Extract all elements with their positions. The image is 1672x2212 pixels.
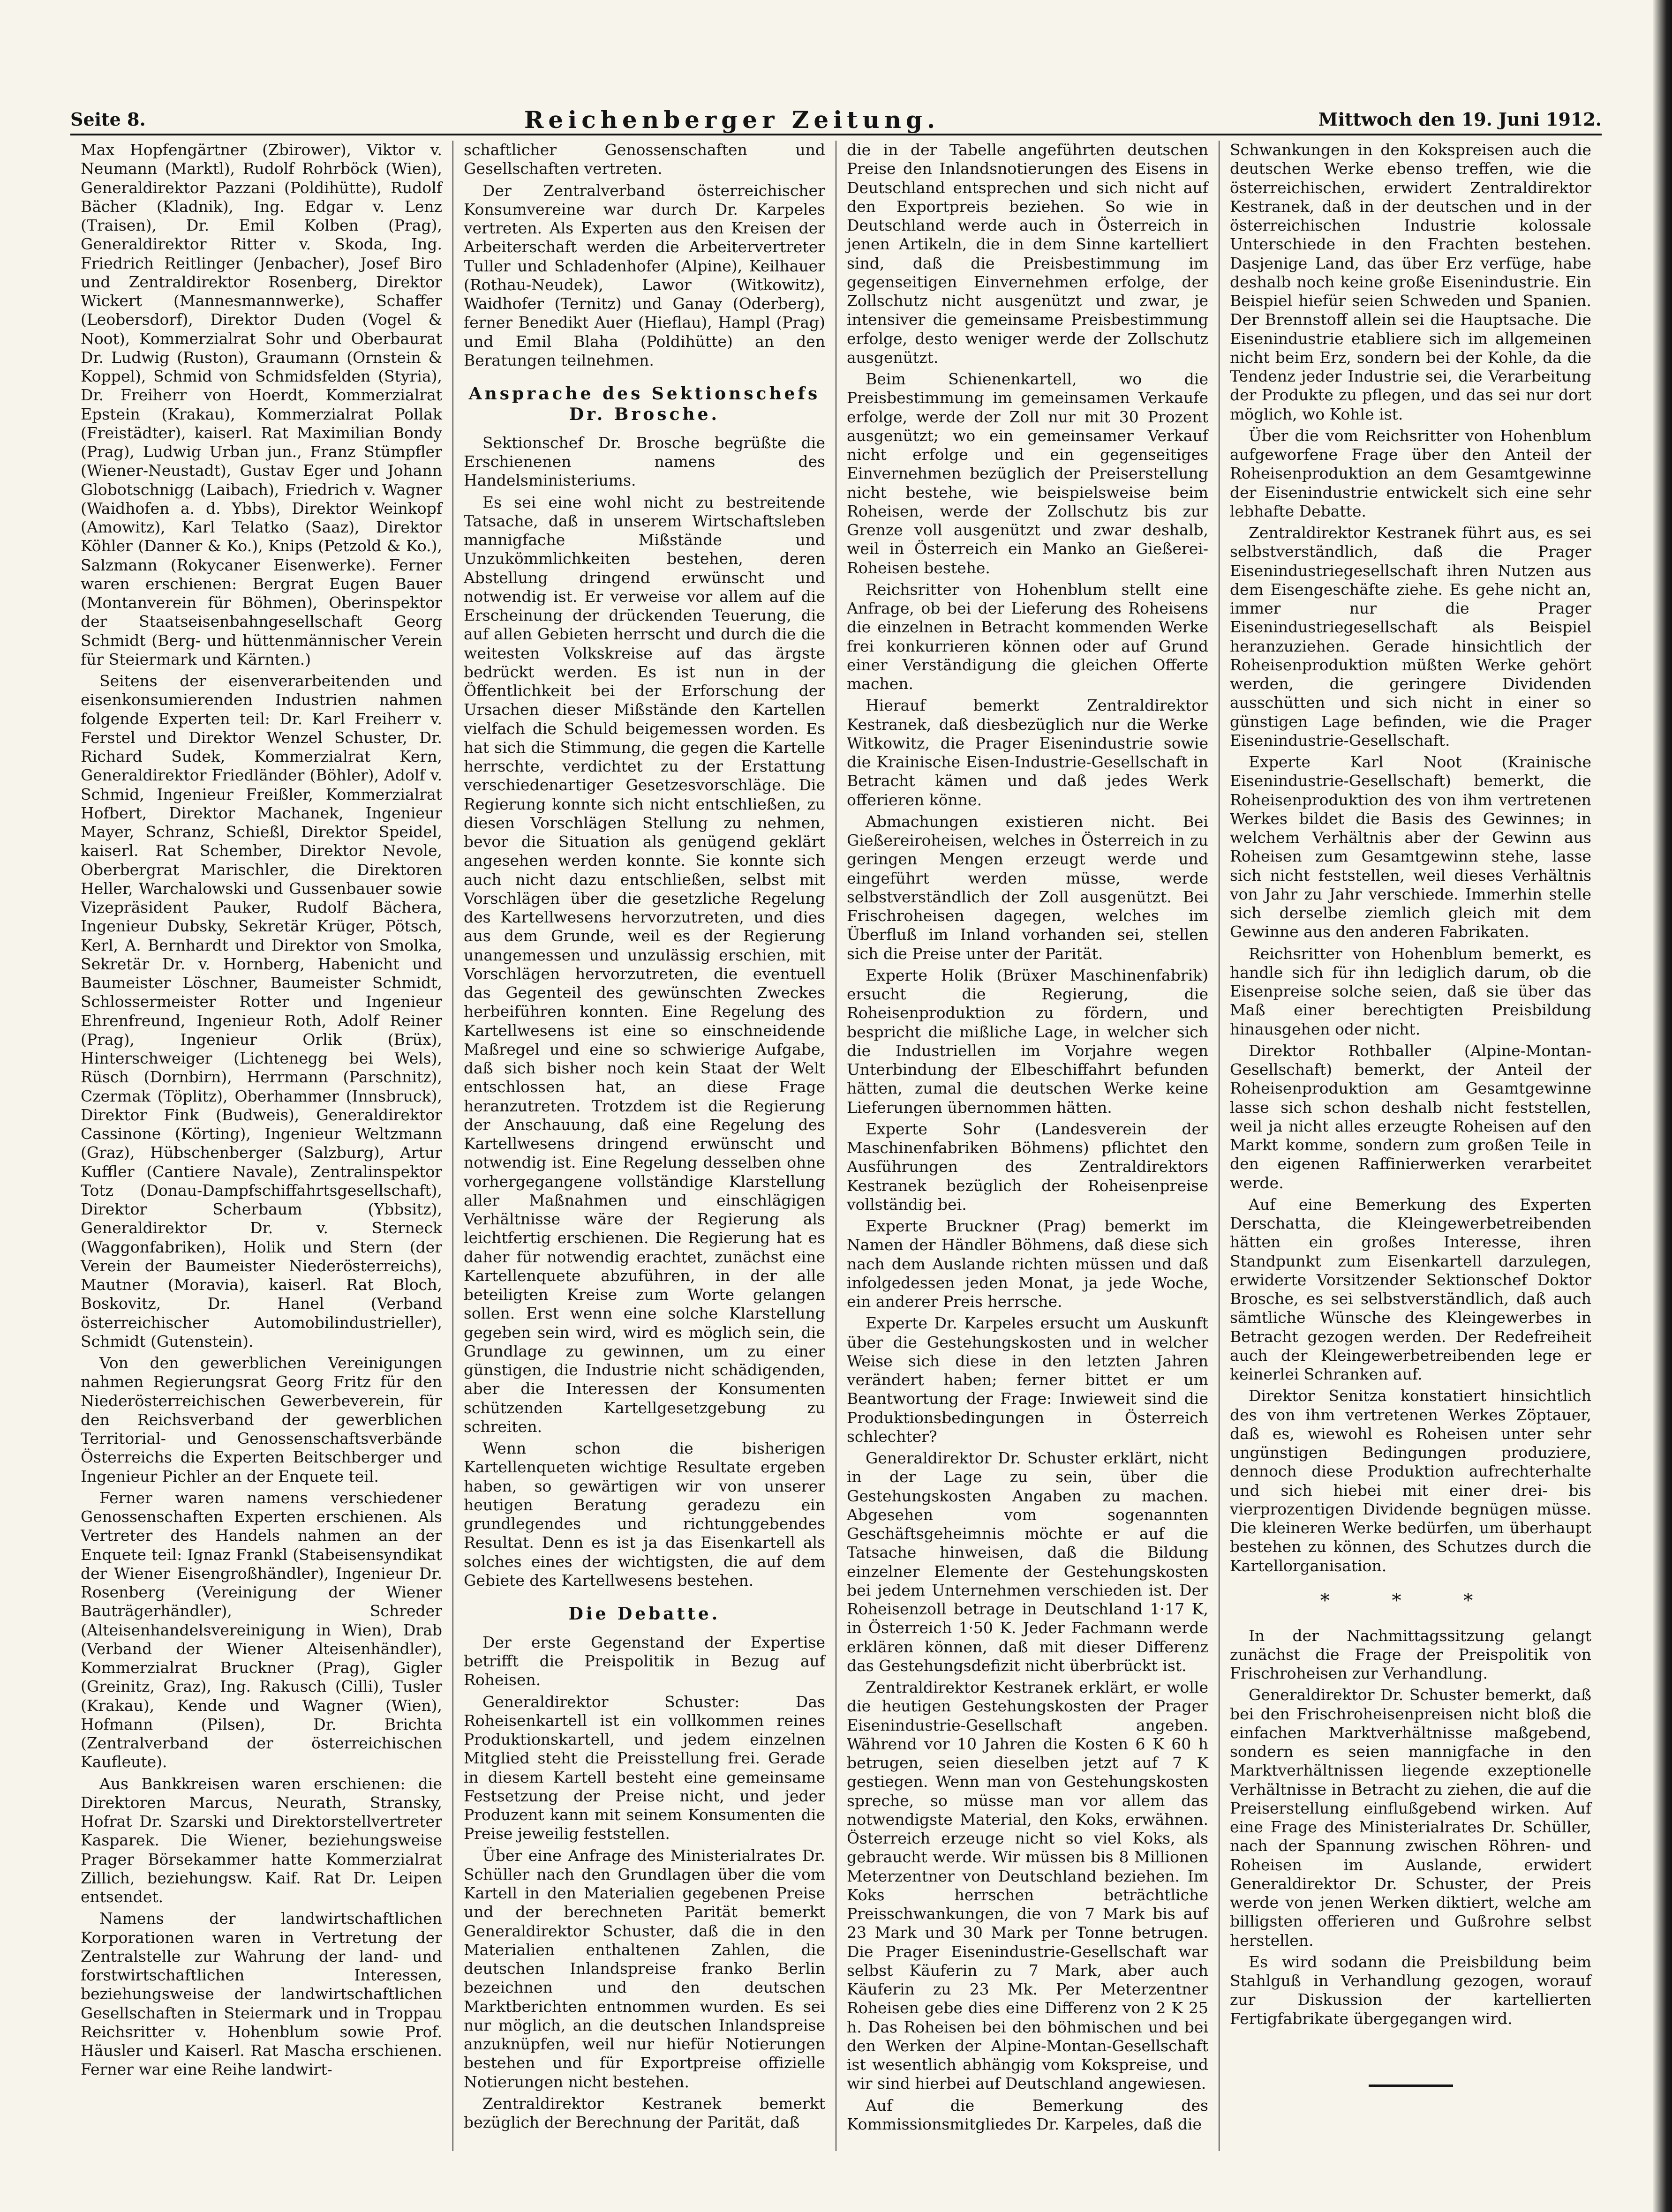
paragraph: Experte Holik (Brüxer Maschinenfabrik) ersucht die Regierung, die Roheisenproduktion zu fördern, und bespricht die mißliche Lage, in welcher sich die Industriellen im Vorjahre wegen Unterbindung der Elbeschiffahrt befunden hätten, zumal die deutschen Werke keine Lieferungen übernommen hätten. xyxy=(847,966,1208,1117)
paragraph: Es sei eine wohl nicht zu bestreitende Tatsache, daß in unserem Wirtschaftsleben mannigfache Mißstände und Unzukömmlichkeiten bestehen, deren Abstellung dringend erwünscht und notwendig ist. Er verweise vor allem auf die Erscheinung der drückenden Teuerung, die auf allen Gebieten herrscht und durch die die weitesten Volkskreise auf das ärgste bedrückt werden. Es ist nun in der Öffentlichkeit bei der Erforschung der Ursachen dieser Mißstände den Kartellen vielfach die Schuld beigemessen worden. Es hat sich die Stimmung, die gegen die Kartelle herrschte, verdichtet zu der Erstattung verschiedenartiger Gesetzesvorschläge. Die Regierung konnte sich nicht entschließen, zu diesen Vorschlägen Stellung zu nehmen, bevor die Situation als genügend geklärt angesehen werden konnte. Sie konnte sich auch nicht dazu entschließen, selbst mit Vorschlägen über die gesetzliche Regelung des Kartellwesens hervorzutreten, und dies aus dem Grunde, weil es der Regierung unangemessen und unzulässig erschien, mit Vorschlägen hervorzutreten, die eventuell das Gegenteil des gewünschten Zweckes herbeiführen konnten. Eine Regelung des Kartellwesens ist eine so einschneidende Maßregel und eine so schwierige Aufgabe, daß sich bisher noch kein Staat der Welt entschlossen hat, an diese Frage heranzutreten. Trotzdem ist die Regierung der Anschauung, daß eine Regelung des Kartellwesens dringend erwünscht und notwendig ist. Eine Regelung desselben ohne vorhergegangene vollständige Klarstellung aller Maßnahmen und einschlägigen Verhältnisse wäre der Regierung als leichtfertig erschienen. Die Regierung hat es daher für notwendig erachtet, zunächst eine Kartellenquete abzuführen, in der alle beteiligten Kreise zum Worte gelangen sollen. Erst wenn eine solche Klarstellung gegeben sein wird, wird es möglich sein, die Grundlage zu gewinnen, um zu einer günstigen, die Industrie nicht schädigenden, aber die Interessen der Konsumenten schützenden Kartellgesetzgebung zu schreiten. xyxy=(464,493,825,1436)
masthead: Reichenberger Zeitung. xyxy=(524,106,940,134)
paragraph: Zentraldirektor Kestranek erklärt, er wolle die heutigen Gestehungskosten der Prager Eisenindustrie-Gesellschaft angeben. Während vor 10 Jahren die Kosten 6 K 60 h betrugen, seien dieselben jetzt auf 7 K gestiegen. Wenn man von Gestehungskosten spreche, so müsse man vor allem das notwendigste Material, den Koks, erwähnen. Österreich erzeuge nicht so viel Koks, als gebraucht werde. Wir müssen bis 8 Millionen Meterzentner von Deutschland beziehen. Im Koks herrschen beträchtliche Preisschwankungen, die von 7 Mark bis auf 23 Mark und 30 Mark per Tonne betrugen. Die Prager Eisenindustrie-Gesellschaft war selbst Käuferin zu 7 Mark, aber auch Käuferin zu 23 Mk. Per Meterzentner Roheisen gebe dies eine Differenz von 2 K 25 h. Das Roheisen bei den böhmischen und bei den Werken der Alpine-Montan-Gesellschaft ist wesentlich abhängig vom Kokspreise, und wir sind hierbei auf Deutschland angewiesen. xyxy=(847,1678,1208,2093)
issue-date: Mittwoch den 19. Juni 1912. xyxy=(1318,109,1602,130)
column-4 xyxy=(1220,141,1602,2151)
paragraph: Seitens der eisenverarbeitenden und eisenkonsumierenden Industrien nahmen folgende Experten teil: Dr. Karl Freiherr v. Ferstel und Direktor Wenzel Schuster, Dr. Richard Sudek, Kommerzialrat Kern, Generaldirektor Friedländer (Böhler), Adolf v. Schmid, Ingenieur Freißler, Kommerzialrat Hofbert, Direktor Machanek, Ingenieur Mayer, Schranz, Schießl, Direktor Speidel, kaiserl. Rat Schember, Direktor Nevole, Oberbergrat Marischler, die Direktoren Heller, Warchalowski und Gussenbauer sowie Vizepräsident Pauker, Rudolf Bächera, Ingenieur Dubsky, Sekretär Krüger, Pötsch, Kerl, A. Bernhardt und Direktor von Smolka, Sekretär Dr. v. Hornberg, Habenicht und Baumeister Löschner, Baumeister Schmidt, Schlossermeister Rotter und Ingenieur Ehrenfreund, Ingenieur Roth, Adolf Reiner (Prag), Ingenieur Orlik (Brüx), Hinterschweiger (Lichtenegg bei Wels), Rüsch (Dornbirn), Herrmann (Parschnitz), Czermak (Töplitz), Oberhammer (Innsbruck), Direktor Fink (Budweis), Generaldirektor Cassinone (Körting), Ingenieur Weltzmann (Graz), Hübschenberger (Salzburg), Artur Kuffler (Cantiere Navale), Zentralinspektor Totz (Donau-Dampfschiffahrtsgesellschaft), Direktor Scherbaum (Ybbsitz), Generaldirektor Dr. v. Sterneck (Waggonfabriken), Holik und Stern (der Verein der Baumeister Niederösterreichs), Mautner (Moravia), kaiserl. Rat Bloch, Boskovitz, Dr. Hanel (Verband österreichischer Automobilindustrieller), Schmidt (Gutenstein). xyxy=(81,672,442,1350)
paragraph: Beim Schienenkartell, wo die Preisbestimmung im gemeinsamen Verkaufe erfolge, werde der Zoll nur mit 30 Prozent ausgenützt; wo ein gemeinsamer Verkauf nicht erfolge und ein gegenseitiges Einvernehmen bezüglich der Preiserstellung nicht bestehe, wie beispielsweise beim Roheisen, werde der Zollschutz bis zur Grenze voll ausgenützt und zwar deshalb, weil in Österreich ein Manko an Gießerei-Roheisen bestehe. xyxy=(847,370,1208,577)
paragraph: Generaldirektor Dr. Schuster erklärt, nicht in der Lage zu sein, über die Gestehungskosten Angaben zu machen. Abgesehen vom sogenannten Geschäftsgeheimnis möchte er auf die Tatsache hinweisen, daß die Bildung einzelner Elemente der Gestehungskosten bei jedem Unternehmen verschieden ist. Der Roheisenzoll betrage in Deutschland 1·17 K, in Österreich 1·50 K. Jeder Fachmann werde erklären können, daß mit dieser Differenz das Gestehungsdefizit nicht überbrückt ist. xyxy=(847,1449,1208,1675)
paragraph: Direktor Senitza konstatiert hinsichtlich des von ihm vertretenen Werkes Zöptauer, daß es, wiewohl es Roheisen unter sehr ungünstigen Bedingungen produziere, dennoch diese Produktion aufrechterhalte und sich hiebei mit einer drei- bis vierprozentigen Dividende begnügen müsse. Die kleineren Werke bedürfen, um überhaupt bestehen zu können, des Schutzes durch die Kartellorganisation. xyxy=(1230,1387,1591,1575)
paragraph: Abmachungen existieren nicht. Bei Gießereiroheisen, welches in Österreich in zu geringen Mengen erzeugt werde und eingeführt werden müsse, werde selbstverständlich der Zoll ausgenützt. Bei Frischroheisen dagegen, welches im Überfluß im Inland vorhanden sei, stellen sich die Preise unter der Parität. xyxy=(847,812,1208,963)
page-number: Seite 8. xyxy=(70,109,146,130)
column-3 xyxy=(836,141,1220,2151)
paragraph: Hierauf bemerkt Zentraldirektor Kestranek, daß diesbezüglich nur die Werke Witkowitz, die Prager Eisenindustrie sowie die Krainische Eisen-Industrie-Gesellschaft in Betracht kämen und daß jedes Werk offerieren könne. xyxy=(847,696,1208,809)
paragraph: Der erste Gegenstand der Expertise betrifft die Preispolitik in Bezug auf Roheisen. xyxy=(464,1633,825,1689)
section-heading: Die Debatte. xyxy=(568,1604,721,1624)
column-2 xyxy=(453,141,836,2151)
paragraph: Namens der landwirtschaftlichen Korporationen waren in Vertretung der Zentralstelle zur Wahrung der land- und forstwirtschaftlichen Interessen, beziehungsweise der landwirtschaftlichen Gesellschaften in Steiermark und in Troppau Reichsritter v. Hohenblum sowie Prof. Häusler und Kaiserl. Rat Mascha erschienen. Ferner war eine Reihe landwirt- xyxy=(81,1909,442,2079)
page-header xyxy=(70,96,1602,135)
paragraph: Experte Karl Noot (Krainische Eisenindustrie-Gesellschaft) bemerkt, die Roheisenproduktion des von ihm vertretenen Werkes bildet die Basis des Gewinnes; in welchem Verhältnis aber der Gewinn aus Roheisen zum Gesamtgewinn stehe, lasse sich nicht feststellen, weil dieses Verhältnis von Jahr zu Jahr verschiede. Immerhin stelle sich derselbe ziemlich gleich mit dem Gewinne aus den anderen Fabrikaten. xyxy=(1230,753,1591,941)
paragraph: Experte Sohr (Landesverein der Maschinenfabriken Böhmens) pflichtet den Ausführungen des Zentraldirektors Kestranek bezüglich der Roheisenpreise vollständig bei. xyxy=(847,1119,1208,1214)
paragraph: Zentraldirektor Kestranek führt aus, es sei selbstverständlich, daß die Prager Eisenindustriegesellschaft ihren Nutzen aus dem Eisengeschäfte ziehe. Es gehe nicht an, immer nur die Prager Eisenindustriegesellschaft als Beispiel heranzuziehen. Gerade hinsichtlich der Roheisenproduktion müßten Werke gehört werden, die geringere Dividenden ausschütten und sich nicht in einer so günstigen Lage befinden, wie die Prager Eisenindustrie-Gesellschaft. xyxy=(1230,524,1591,750)
paragraph: Auf die Bemerkung des Kommissionsmitgliedes Dr. Karpeles, daß die xyxy=(847,2096,1208,2133)
paragraph: Reichsritter von Hohenblum stellt eine Anfrage, ob bei der Lieferung des Roheisens die einzelnen in Betracht kommenden Werke frei konkurrieren können oder auf Grund einer Verständigung die gleichen Offerte machen. xyxy=(847,580,1208,693)
paragraph: Generaldirektor Schuster: Das Roheisenkartell ist ein vollkommen reines Produktionskartell, und jedem einzelnen Mitglied steht die Preisstellung frei. Gerade in diesem Kartell besteht eine gemeinsame Festsetzung der Preise nicht, und jeder Produzent kann mit seinem Konsumenten die Preise jeweilig feststellen. xyxy=(464,1692,825,1843)
paragraph: Über eine Anfrage des Ministerialrates Dr. Schüller nach den Grundlagen über die vom Kartell in den Materialien gegebenen Preise und der berechneten Parität bemerkt Generaldirektor Schuster, daß die in den Materialien enthaltenen Zahlen, die deutschen Inlandspreise franko Berlin bezeichnen und den deutschen Marktberichten entnommen wurden. Es sei nur möglich, an die deutschen Inlandspreise anzuknüpfen, weil nur hiefür Notierungen bestehen und für Exportpreise offizielle Notierungen nicht bestehen. xyxy=(464,1846,825,2091)
section-heading: Ansprache des Sektionschefs Dr. Brosche. xyxy=(468,384,821,424)
paragraph: Wenn schon die bisherigen Kartellenqueten wichtige Resultate ergeben haben, so gewärtigen wir von unserer heutigen Beratung geradezu ein grundlegendes und richtunggebendes Resultat. Denn es ist ja das Eisenkartell als solches eines der wichtigsten, die auf dem Gebiete des Kartellwesens bestehen. xyxy=(464,1439,825,1590)
paragraph: Der Zentralverband österreichischer Konsumvereine war durch Dr. Karpeles vertreten. Als Experten aus den Kreisen der Arbeiterschaft werden die Arbeitervertreter Tuller und Schladenhofer (Alpine), Keilhauer (Rothau-Neudek), Lawor (Witkowitz), Waidhofer (Ternitz) und Ganay (Oderberg), ferner Benedikt Auer (Hieflau), Hampl (Prag) und Emil Blaha (Poldihütte) an den Beratungen teilnehmen. xyxy=(464,181,825,369)
paragraph: Es wird sodann die Preisbildung beim Stahlguß in Verhandlung gezogen, worauf zur Diskussion der kartellierten Fertigfabrikate übergegangen wird. xyxy=(1230,1952,1591,2028)
paragraph: Generaldirektor Dr. Schuster bemerkt, daß bei den Frischroheisenpreisen nicht bloß die einfachen Marktverhältnisse maßgebend, sondern es seien mannigfache in den Marktverhältnissen liegende exzeptionelle Verhältnisse in Betracht zu ziehen, die auf die Preiserstellung einflußgebend wirken. Auf eine Frage des Ministerialrates Dr. Schüller, nach der Spannung zwischen Röhren- und Roheisen im Auslande, erwidert Generaldirektor Dr. Schuster, der Preis werde von jenen Werken diktiert, welche am billigsten offerieren und Gußrohre selbst herstellen. xyxy=(1230,1686,1591,1950)
paragraph: Aus Bankkreisen waren erschienen: die Direktoren Marcus, Neurath, Stransky, Hofrat Dr. Szarski und Direktorstellvertreter Kasparek. Die Wiener, beziehungsweise Prager Börsekammer hatte Kommerzialrat Zillich, beziehungsw. Kaif. Rat Dr. Leipen entsendet. xyxy=(81,1774,442,1906)
paragraph: Über die vom Reichsritter von Hohenblum aufgeworfene Frage über den Anteil der Roheisenproduktion an dem Gesamtgewinne der Eisenindustrie entwickelt sich eine sehr lebhafte Debatte. xyxy=(1230,426,1591,520)
text-columns xyxy=(70,141,1602,2151)
paragraph: In der Nachmittagssitzung gelangt zunächst die Frage der Preispolitik von Frischroheisen zur Verhandlung. xyxy=(1230,1626,1591,1683)
paragraph: schaftlicher Genossenschaften und Gesellschaften vertreten. xyxy=(464,141,825,178)
paragraph: die in der Tabelle angeführten deutschen Preise den Inlandsnotierungen des Eisens in Deutschland entsprechen und sich nicht auf den Exportpreis beziehen. So wie in Deutschland werde auch in Österreich in jenen Artikeln, die in dem Sinne kartelliert sind, daß die Preisbestimmung im gegenseitigen Einvernehmen erfolge, der Zollschutz nicht ausgenützt und zwar, je intensiver die gemeinsame Preisbestimmung erfolge, desto weniger werde der Zollschutz ausgenützt. xyxy=(847,141,1208,367)
paragraph: Auf eine Bemerkung des Experten Derschatta, die Kleingewerbetreibenden hätten ein großes Interesse, ihren Standpunkt zum Eisenkartell darzulegen, erwiderte Vorsitzender Sektionschef Doktor Brosche, es sei selbstverständlich, daß auch sämtliche Wünsche des Kleingewerbes in Betracht gezogen werden. Der Redefreiheit auch der Kleingewerbetreibenden lege er keinerlei Schranken auf. xyxy=(1230,1195,1591,1383)
paragraph: Experte Bruckner (Prag) bemerkt im Namen der Händler Böhmens, daß diese sich nach dem Auslande richten müssen und daß infolgedessen jeden Monat, ja jede Woche, ein anderer Preis herrsche. xyxy=(847,1217,1208,1311)
paragraph: Ferner waren namens verschiedener Genossenschaften Experten erschienen. Als Vertreter des Handels nahmen an der Enquete teil: Ignaz Frankl (Stabeisensyndikat der Wiener Eisengroßhändler), Ingenieur Dr. Rosenberg (Vereinigung der Wiener Bauträgerhändler), Schreder (Alteisenhandelsvereinigung in Wien), Drab (Verband der Wiener Alteisenhändler), Kommerzialrat Bruckner (Prag), Gigler (Greinitz, Graz), Ing. Rakusch (Cilli), Tusler (Krakau), Kende und Wagner (Wien), Hofmann (Pilsen), Dr. Brichta (Zentralverband der österreichischen Kaufleute). xyxy=(81,1488,442,1771)
paragraph: Direktor Rothballer (Alpine-Montan-Gesellschaft) bemerkt, der Anteil der Roheisenproduktion am Gesamtgewinne lasse sich schon deshalb nicht feststellen, weil ja nicht alles erzeugte Roheisen auf den Markt komme, sondern zum großen Teile in den eigenen Raffinierwerken verarbeitet werde. xyxy=(1230,1041,1591,1192)
paragraph: Experte Dr. Karpeles ersucht um Auskunft über die Gestehungskosten und in welcher Weise sich diese in den letzten Jahren verändert haben; ferner bittet er um Beantwortung der Frage: Inwieweit sind die Produktionsbedingungen in Österreich schlechter? xyxy=(847,1314,1208,1446)
paragraph: Zentraldirektor Kestranek bemerkt bezüglich der Berechnung der Parität, daß xyxy=(464,2094,825,2132)
paragraph: Von den gewerblichen Vereinigungen nahmen Regierungsrat Georg Fritz für den Niederösterreichischen Gewerbeverein, für den Reichsverband der gewerblichen Territorial- und Genossenschaftsverbände Österreichs die Experten Beitschberger und Ingenieur Pichler an der Enquete teil. xyxy=(81,1354,442,1485)
end-rule xyxy=(1369,2085,1453,2087)
paragraph: Reichsritter von Hohenblum bemerkt, es handle sich für ihn lediglich darum, ob die Eisenpreise solche seien, daß sie über das Maß einer berechtigten Preisbildung hinausgehen oder nicht. xyxy=(1230,944,1591,1038)
paragraph: Max Hopfengärtner (Zbirower), Viktor v. Neumann (Marktl), Rudolf Rohrböck (Wien), Generaldirektor Pazzani (Poldihütte), Rudolf Bächer (Kladnik), Ing. Edgar v. Lenz (Traisen), Dr. Emil Kolben (Prag), Generaldirektor Ritter v. Skoda, Ing. Friedrich Reitlinger (Jenbacher), Josef Biro und Zentraldirektor Rosenberg, Direktor Wickert (Mannesmannwerke), Schaffer (Leobersdorf), Direktor Duden (Vogel & Noot), Kommerzialrat Sohr und Oberbaurat Dr. Ludwig (Ruston), Graumann (Ornstein & Koppel), Schmid von Schmidsfelden (Styria), Dr. Freiherr von Hoerdt, Kommerzialrat Epstein (Krakau), Kommerzialrat Pollak (Freistädter), kaiserl. Rat Maximilian Bondy (Prag), Ludwig Urban jun., Franz Stümpfler (Wiener-Neustadt), Gustav Eger und Johann Globotschnigg (Laibach), Friedrich v. Wagner (Waidhofen a. d. Ybbs), Direktor Weinkopf (Amowitz), Karl Telatko (Saaz), Direktor Köhler (Danner & Ko.), Knips (Petzold & Ko.), Salzmann (Rokycaner Eisenwerke). Ferner waren erschienen: Bergrat Eugen Bauer (Montanverein für Böhmen), Oberinspektor der Staatseisenbahngesellschaft Georg Schmidt (Berg- und hüttenmännischer Verein für Steiermark und Kärnten.) xyxy=(81,141,442,668)
section-separator: * * * xyxy=(1320,1590,1501,1612)
column-1 xyxy=(70,141,453,2151)
paragraph: Sektionschef Dr. Brosche begrüßte die Erschienenen namens des Handelsministeriums. xyxy=(464,433,825,490)
paragraph: Schwankungen in den Kokspreisen auch die deutschen Werke ebenso treffen, wie die österreichischen, erwidert Zentraldirektor Kestranek, daß in der deutschen und in der österreichischen Industrie kolossale Unterschiede in den Frachten bestehen. Dasjenige Land, das über Erz verfüge, habe deshalb noch keine große Eisenindustrie. Ein Beispiel hiefür seien Schweden und Spanien. Der Brennstoff allein sei die Hauptsache. Die Eisenindustrie etabliere sich im allgemeinen nicht beim Erz, sondern bei der Kohle, da die Tendenz jeder Industrie sei, die Verarbeitung der Produkte zu pflegen, und das sei nur dort möglich, wo Kohle ist. xyxy=(1230,141,1591,423)
scan-edge-shadow xyxy=(1653,0,1672,2212)
